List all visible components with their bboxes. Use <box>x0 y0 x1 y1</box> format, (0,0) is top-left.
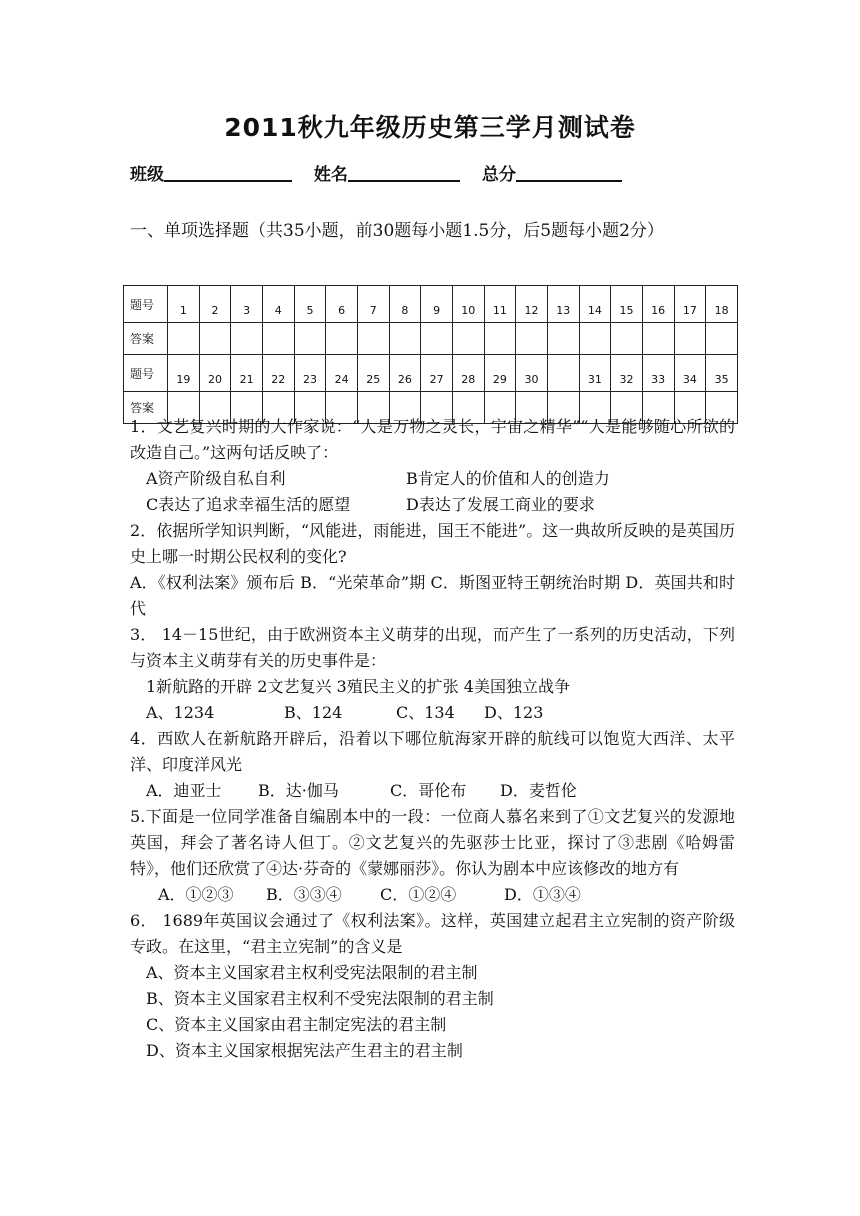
question-3-stem: 3． 14－15世纪，由于欧洲资本主义萌芽的出现，而产生了一系列的历史活动，下列与资本主义萌芽有关的历史事件是： <box>130 625 735 670</box>
answer-header: 答案 <box>124 323 168 355</box>
class-label: 班级 <box>130 165 164 185</box>
question-number-cell: 11 <box>484 286 516 323</box>
question-number-cell: 34 <box>674 355 706 392</box>
question-number-cell: 32 <box>611 355 643 392</box>
answer-cell[interactable] <box>294 323 326 355</box>
question-5-options <box>130 882 735 908</box>
answer-cell[interactable] <box>168 323 200 355</box>
question-number-cell: 31 <box>579 355 611 392</box>
question-number-cell: 33 <box>642 355 674 392</box>
question-2-stem: 2．依据所学知识判断，“风能进，雨能进，国王不能进”。这一典故所反映的是英国历史上哪一时期公民权利的变化? <box>130 521 735 566</box>
question-number-cell: 28 <box>452 355 484 392</box>
option-d: D、资本主义国家根据宪法产生君主的君主制 <box>146 1041 463 1060</box>
question-number-header: 题号 <box>124 286 168 323</box>
question-number-cell: 9 <box>421 286 453 323</box>
question-number-cell: 24 <box>326 355 358 392</box>
class-blank[interactable] <box>164 162 292 182</box>
option-d: D．①③④ <box>504 885 581 904</box>
question-number-cell: 4 <box>262 286 294 323</box>
question-number-cell: 7 <box>357 286 389 323</box>
question-number-cell: 2 <box>199 286 231 323</box>
question-6-stem: 6． 1689年英国议会通过了《权利法案》。这样，英国建立起君主立宪制的资产阶级专政。在这里，“君主立宪制”的含义是 <box>130 911 735 956</box>
student-info-row <box>130 160 638 185</box>
question-5-stem: 5.下面是一位同学准备自编剧本中的一段：一位商人慕名来到了①文艺复兴的发源地英国，拜会了著名诗人但丁。②文艺复兴的先驱莎士比亚，探讨了③悲剧《哈姆雷特》，他们还欣赏了④达·芬奇的《蒙娜丽莎》。你认为剧本中应该修改的地方有 <box>130 807 735 878</box>
question-number-cell: 26 <box>389 355 421 392</box>
name-label: 姓名 <box>313 165 348 185</box>
answer-cell[interactable] <box>579 323 611 355</box>
option-a: A．①②③ <box>158 885 234 904</box>
option-b: B肯定人的价值和人的创造力 <box>406 469 610 488</box>
answer-cell[interactable] <box>642 323 674 355</box>
answer-cell[interactable] <box>262 323 294 355</box>
option-a: A、资本主义国家君主权利受宪法限制的君主制 <box>146 963 478 982</box>
question-number-cell: 23 <box>294 355 326 392</box>
question-number-cell: 22 <box>262 355 294 392</box>
question-number-cell: 13 <box>547 286 579 323</box>
answer-cell[interactable] <box>421 323 453 355</box>
question-number-cell: 17 <box>674 286 706 323</box>
answer-row <box>124 323 738 355</box>
question-number-header: 题号 <box>124 355 168 392</box>
question-number-cell: 15 <box>611 286 643 323</box>
answer-sheet-table <box>123 285 738 424</box>
question-number-row <box>124 286 738 323</box>
score-label: 总分 <box>481 165 516 185</box>
question-number-cell: 1 <box>168 286 200 323</box>
option-b: B、124 <box>284 703 343 722</box>
question-number-cell <box>547 355 579 392</box>
question-number-cell: 10 <box>452 286 484 323</box>
option-b: B、资本主义国家君主权利不受宪法限制的君主制 <box>146 989 494 1008</box>
question-number-cell: 21 <box>231 355 263 392</box>
answer-cell[interactable] <box>326 323 358 355</box>
question-3-items: 1新航路的开辟 2文艺复兴 3殖民主义的扩张 4美国独立战争 <box>146 677 570 696</box>
question-number-cell: 6 <box>326 286 358 323</box>
answer-cell[interactable] <box>547 323 579 355</box>
score-field <box>482 160 622 185</box>
answer-header: 答案 <box>124 392 168 424</box>
question-number-cell: 14 <box>579 286 611 323</box>
section-heading: 一、单项选择题（共35小题，前30题每小题1.5分，后5题每小题2分） <box>130 221 664 241</box>
question-number-cell: 8 <box>389 286 421 323</box>
option-c: C、134 <box>396 703 455 722</box>
question-number-cell: 19 <box>168 355 200 392</box>
option-c: C、资本主义国家由君主制定宪法的君主制 <box>146 1015 447 1034</box>
name-field <box>314 160 460 185</box>
question-number-cell: 16 <box>642 286 674 323</box>
name-blank[interactable] <box>348 162 460 182</box>
question-number-cell: 3 <box>231 286 263 323</box>
score-blank[interactable] <box>516 162 622 182</box>
option-c: C表达了追求幸福生活的愿望 <box>146 495 351 514</box>
option-a: A、1234 <box>146 703 215 722</box>
question-number-cell: 29 <box>484 355 516 392</box>
answer-cell[interactable] <box>484 323 516 355</box>
class-field <box>130 160 292 185</box>
question-2-options: A．《权利法案》颁布后 B．“光荣革命”期 C．斯图亚特王朝统治时期 D．英国共和时代 <box>130 573 735 618</box>
option-c: C．①②④ <box>380 885 457 904</box>
question-1-stem: 1．文艺复兴时期的大作家说：“人是万物之灵长，宇宙之精华”“人是能够随心所欲的改造自己。”这两句话反映了： <box>130 417 735 462</box>
option-b: B．③③④ <box>266 885 342 904</box>
option-c: C．哥伦布 <box>390 781 467 800</box>
option-d: D表达了发展工商业的要求 <box>406 495 595 514</box>
answer-cell[interactable] <box>706 323 738 355</box>
option-a: A资产阶级自私自利 <box>146 469 286 488</box>
question-number-cell: 5 <box>294 286 326 323</box>
answer-cell[interactable] <box>674 323 706 355</box>
answer-cell[interactable] <box>199 323 231 355</box>
answer-cell[interactable] <box>452 323 484 355</box>
question-number-cell: 27 <box>421 355 453 392</box>
question-number-cell: 35 <box>706 355 738 392</box>
question-number-cell: 12 <box>516 286 548 323</box>
option-d: D、123 <box>484 703 544 722</box>
answer-cell[interactable] <box>389 323 421 355</box>
question-4-stem: 4．西欧人在新航路开辟后，沿着以下哪位航海家开辟的航线可以饱览大西洋、太平洋、印度洋风光 <box>130 729 735 774</box>
answer-cell[interactable] <box>611 323 643 355</box>
question-number-cell: 25 <box>357 355 389 392</box>
question-number-cell: 30 <box>516 355 548 392</box>
question-3-options <box>130 700 735 726</box>
option-d: D．麦哲伦 <box>500 781 577 800</box>
question-4-options <box>130 778 735 804</box>
question-number-cell: 20 <box>199 355 231 392</box>
question-number-cell: 18 <box>706 286 738 323</box>
option-b: B．达·伽马 <box>258 781 339 800</box>
question-list <box>130 414 735 1064</box>
question-number-row <box>124 355 738 392</box>
answer-cell[interactable] <box>231 323 263 355</box>
question-1-options-row-2 <box>130 492 735 518</box>
answer-cell[interactable] <box>516 323 548 355</box>
answer-cell[interactable] <box>357 323 389 355</box>
option-a: A．迪亚士 <box>146 781 222 800</box>
exam-title: 2011秋九年级历史第三学月测试卷 <box>224 113 636 142</box>
question-1-options-row-1 <box>130 466 735 492</box>
